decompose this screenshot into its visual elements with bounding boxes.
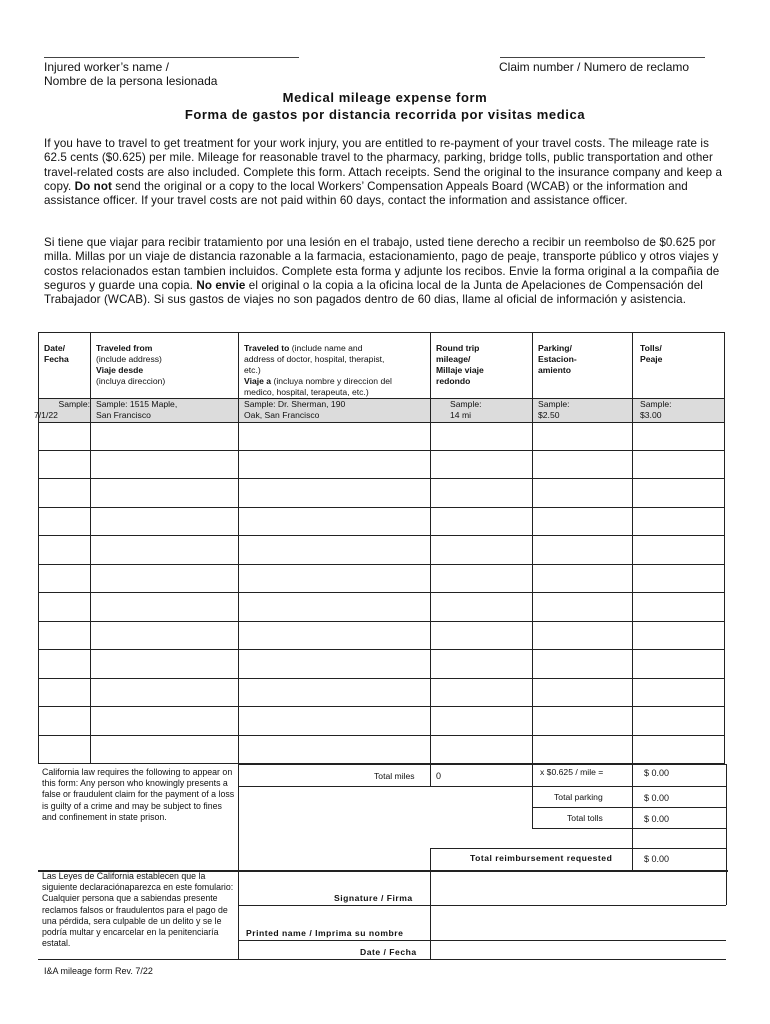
entry-date-field[interactable] xyxy=(39,593,90,621)
entry-miles-field[interactable] xyxy=(431,423,532,450)
sample-tolls xyxy=(640,399,722,421)
total-reimbursement-label: Total reimbursement requested xyxy=(470,853,613,863)
entry-date-field[interactable] xyxy=(39,479,90,507)
sample-from-l1: Sample: 1515 Maple, xyxy=(96,399,178,409)
entry-to-field[interactable] xyxy=(239,593,430,621)
header-to xyxy=(244,343,430,398)
printed-name-label: Printed name / Imprima su nombre xyxy=(246,928,404,938)
totals-line-miles-top xyxy=(238,764,726,765)
signature-field[interactable] xyxy=(431,871,725,905)
entry-from-field[interactable] xyxy=(91,479,238,507)
total-parking-value[interactable]: $ 0.00 xyxy=(644,793,670,803)
entry-parking-field[interactable] xyxy=(533,622,632,649)
claim-number-label: Claim number / Numero de reclamo xyxy=(499,60,690,74)
entry-tolls-field[interactable] xyxy=(633,508,724,535)
entry-miles-field[interactable] xyxy=(431,622,532,649)
totals-vline-amount xyxy=(632,764,633,872)
sample-to xyxy=(244,399,430,421)
entry-miles-field[interactable] xyxy=(431,679,532,706)
header-from-l1: Traveled from xyxy=(96,343,153,353)
entry-tolls-field[interactable] xyxy=(633,423,724,450)
entry-miles-field[interactable] xyxy=(431,479,532,507)
total-reimbursement-value: $ 0.00 xyxy=(644,854,670,864)
entry-tolls-field[interactable] xyxy=(633,536,724,564)
sample-parking-l1: Sample: xyxy=(538,399,570,409)
sample-to-l1: Sample: Dr. Sherman, 190 xyxy=(244,399,346,409)
signature-section xyxy=(38,870,728,960)
entry-to-field[interactable] xyxy=(239,707,430,735)
sample-parking-l2: $2.50 xyxy=(538,410,560,420)
entry-date-field[interactable] xyxy=(39,536,90,564)
header-to-l5: medico, hospital, terapeuta, etc.) xyxy=(244,387,369,397)
entry-to-field[interactable] xyxy=(239,679,430,706)
printed-name-field[interactable] xyxy=(431,906,725,940)
header-parking-l2: Estacion- xyxy=(538,354,577,364)
spanish-instructions xyxy=(44,236,724,307)
form-revision-footer: I&A mileage form Rev. 7/22 xyxy=(44,966,153,976)
entry-miles-field[interactable] xyxy=(431,593,532,621)
header-tolls-l1: Tolls/ xyxy=(640,343,662,353)
es-text-2: el original o la copia a la oficina local de la Junta de Apelaciones de Compensación del Trabajador (WCAB). Si sus gastos de viajes no son pagados dentro de 60 dias, llame al oficial de información y asistencia. xyxy=(44,278,703,307)
sample-tolls-l2: $3.00 xyxy=(640,410,662,420)
entry-miles-field[interactable] xyxy=(431,565,532,592)
total-tolls-value[interactable]: $ 0.00 xyxy=(644,814,670,824)
table-right-border xyxy=(724,332,725,764)
date-label: Date / Fecha xyxy=(360,947,417,957)
sig-vline-left xyxy=(238,870,239,960)
entry-miles-field[interactable] xyxy=(431,536,532,564)
totals-vline-miles-l xyxy=(430,764,431,786)
entry-tolls-field[interactable] xyxy=(633,593,724,621)
en-text-2: send the original or a copy to the local Workers’ Compensation Appeals Board (WCAB) or the information and assistance officer. If your travel costs are not paid within 60 days, contact the information and assistance officer. xyxy=(44,179,688,208)
header-miles-l1: Round trip xyxy=(436,343,480,353)
header-to-l3: etc.) xyxy=(244,365,261,375)
entry-tolls-field[interactable] xyxy=(633,451,724,478)
totals-line-tolls xyxy=(532,828,726,829)
entry-to-field[interactable] xyxy=(239,565,430,592)
entry-tolls-field[interactable] xyxy=(633,565,724,592)
injured-worker-label xyxy=(44,60,217,88)
table-top-border xyxy=(38,332,724,333)
header-miles-l2: mileage/ xyxy=(436,354,471,364)
header-from-l2: (include address) xyxy=(96,354,162,364)
sample-miles-l2: 14 mi xyxy=(450,410,472,420)
california-law-notice-es: Las Leyes de California establecen que la siguiente declaraciónaparezca en este fomulario: Cualquier persona que a sabiendas presente reclamos falsos or fraudulentos para el pago de una pérdida, sera culpable de un delito y se le podría multar y encarcelar en la penitenciaría estatal. xyxy=(42,871,234,949)
entry-date-field[interactable] xyxy=(39,423,90,450)
totals-line-parking xyxy=(532,807,726,808)
form-title-es: Forma de gastos por distancia recorrida por visitas medica xyxy=(184,107,586,122)
totals-line-miles-bottom xyxy=(238,786,726,787)
entry-parking-field[interactable] xyxy=(533,679,632,706)
header-date xyxy=(44,343,88,365)
date-field[interactable] xyxy=(431,941,725,959)
entry-miles-field[interactable] xyxy=(431,650,532,678)
entry-from-field[interactable] xyxy=(91,508,238,535)
entry-date-field[interactable] xyxy=(39,508,90,535)
header-to-l2: address of doctor, hospital, therapist, xyxy=(244,354,385,364)
entry-date-field[interactable] xyxy=(39,565,90,592)
total-miles-value[interactable]: 0 xyxy=(436,771,442,781)
signature-label: Signature / Firma xyxy=(334,893,413,903)
sample-to-l2: Oak, San Francisco xyxy=(244,410,320,420)
row-line xyxy=(38,735,724,736)
entry-tolls-field[interactable] xyxy=(633,622,724,649)
california-law-notice-en: California law requires the following to appear on this form: Any person who knowingly presents a false or fraudulent claim for the payment of a loss is guilty of a crime and may be subject to fines and confinement in state prison. xyxy=(42,767,235,822)
entry-tolls-field[interactable] xyxy=(633,479,724,507)
header-to-t1: (include name and xyxy=(289,343,363,353)
totals-line-reimb-top xyxy=(430,848,726,849)
sample-from xyxy=(96,399,236,421)
expense-table xyxy=(34,332,724,764)
english-instructions xyxy=(44,137,724,208)
entry-date-field[interactable] xyxy=(39,622,90,649)
entry-parking-field[interactable] xyxy=(533,536,632,564)
sample-parking xyxy=(538,399,630,421)
sample-from-l2: San Francisco xyxy=(96,410,151,420)
entry-to-field[interactable] xyxy=(239,536,430,564)
entry-parking-field[interactable] xyxy=(533,423,632,450)
entry-date-field[interactable] xyxy=(39,679,90,706)
sample-miles-l1: Sample: xyxy=(450,399,482,409)
form-title-en: Medical mileage expense form xyxy=(282,90,488,105)
totals-vline-miles-r xyxy=(532,764,533,828)
header-date-l2: Fecha xyxy=(44,354,69,364)
sig-line-3 xyxy=(38,959,726,960)
entry-to-field[interactable] xyxy=(239,622,430,649)
entry-to-field[interactable] xyxy=(239,423,430,450)
entry-miles-field[interactable] xyxy=(431,707,532,735)
injured-label-en: Injured worker’s name / xyxy=(44,60,169,74)
sample-miles xyxy=(450,399,530,421)
entry-from-field[interactable] xyxy=(91,679,238,706)
total-tolls-label: Total tolls xyxy=(567,813,603,823)
claim-number-line xyxy=(500,57,705,58)
header-from xyxy=(96,343,236,387)
sample-date-l2: 7/1/22 xyxy=(34,410,58,420)
sample-tolls-l1: Sample: xyxy=(640,399,672,409)
header-parking-l3: amiento xyxy=(538,365,571,375)
entry-miles-field[interactable] xyxy=(431,508,532,535)
header-to-t4: (incluya nombre y direccion del xyxy=(271,376,392,386)
header-from-l3: Viaje desde xyxy=(96,365,144,375)
header-parking xyxy=(538,343,630,376)
entry-date-field[interactable] xyxy=(39,650,90,678)
injured-label-es: Nombre de la persona lesionada xyxy=(44,74,218,88)
total-miles-label: Total miles xyxy=(374,771,415,781)
sig-vline-right xyxy=(726,870,727,905)
totals-vline-left xyxy=(238,764,239,872)
entry-to-field[interactable] xyxy=(239,479,430,507)
totals-vline-reimb xyxy=(430,848,431,870)
sample-date-l1: Sample: xyxy=(58,399,90,409)
rate-label: x $0.625 / mile = xyxy=(540,767,604,777)
entry-from-field[interactable] xyxy=(91,536,238,564)
header-from-l4: (incluya direccion) xyxy=(96,376,166,386)
sample-date xyxy=(34,399,90,421)
entry-parking-field[interactable] xyxy=(533,479,632,507)
entry-from-field[interactable] xyxy=(91,593,238,621)
entry-date-field[interactable] xyxy=(39,707,90,735)
entry-parking-field[interactable] xyxy=(533,707,632,735)
entry-parking-field[interactable] xyxy=(533,593,632,621)
en-text-1: If you have to travel to get treatment for your work injury, you are entitled to re-payment of your travel costs. The mileage rate is 62.5 cents ($0.625) per mile. Mileage for reasonable travel to the pharmacy, parking, bridge tolls, public transportation and other travel-related costs are also included. Complete this form. Attach receipts. Send the original to the insurance company and keep a copy. xyxy=(44,137,723,193)
header-to-b1: Traveled to xyxy=(244,343,290,353)
entry-parking-field[interactable] xyxy=(533,508,632,535)
header-tolls xyxy=(640,343,722,365)
entry-date-field[interactable] xyxy=(39,451,90,478)
header-tolls-l2: Peaje xyxy=(640,354,663,364)
entry-parking-field[interactable] xyxy=(533,451,632,478)
entry-to-field[interactable] xyxy=(239,508,430,535)
en-bold: Do not xyxy=(74,179,112,193)
total-parking-label: Total parking xyxy=(554,792,603,802)
header-parking-l1: Parking/ xyxy=(538,343,572,353)
header-date-l1: Date/ xyxy=(44,343,66,353)
entry-tolls-field[interactable] xyxy=(633,707,724,735)
totals-section xyxy=(38,764,728,872)
entry-from-field[interactable] xyxy=(91,707,238,735)
header-to-b4: Viaje a xyxy=(244,376,272,386)
entry-to-field[interactable] xyxy=(239,451,430,478)
mileage-amount-value: $ 0.00 xyxy=(644,768,670,778)
header-miles-l3: Millaje viaje xyxy=(436,365,484,375)
entry-parking-field[interactable] xyxy=(533,650,632,678)
entry-tolls-field[interactable] xyxy=(633,650,724,678)
entry-from-field[interactable] xyxy=(91,622,238,649)
entry-tolls-field[interactable] xyxy=(633,679,724,706)
header-miles-l4: redondo xyxy=(436,376,471,386)
header-miles xyxy=(436,343,530,387)
entry-from-field[interactable] xyxy=(91,565,238,592)
entry-from-field[interactable] xyxy=(91,423,238,450)
entry-to-field[interactable] xyxy=(239,650,430,678)
entry-from-field[interactable] xyxy=(91,451,238,478)
entry-miles-field[interactable] xyxy=(431,451,532,478)
injured-name-line xyxy=(44,57,299,58)
es-text-1: Si tiene que viajar para recibir tratamiento por una lesión en el trabajo, usted tiene derecho a recibir un reembolso de $0.625 por milla. Millas por un viaje de distancia razonable a la farmacia, estacionamiento, pago de peaje, transporte público y otros viajes y costos relacionados estan tambien incluidos. Complete esta forma y adjunte los recibos. Envie la forma original a la compañia de seguros y guarde una copia. xyxy=(44,236,720,292)
entry-parking-field[interactable] xyxy=(533,565,632,592)
totals-vline-right xyxy=(726,764,727,872)
es-bold: No envie xyxy=(196,278,246,292)
entry-from-field[interactable] xyxy=(91,650,238,678)
